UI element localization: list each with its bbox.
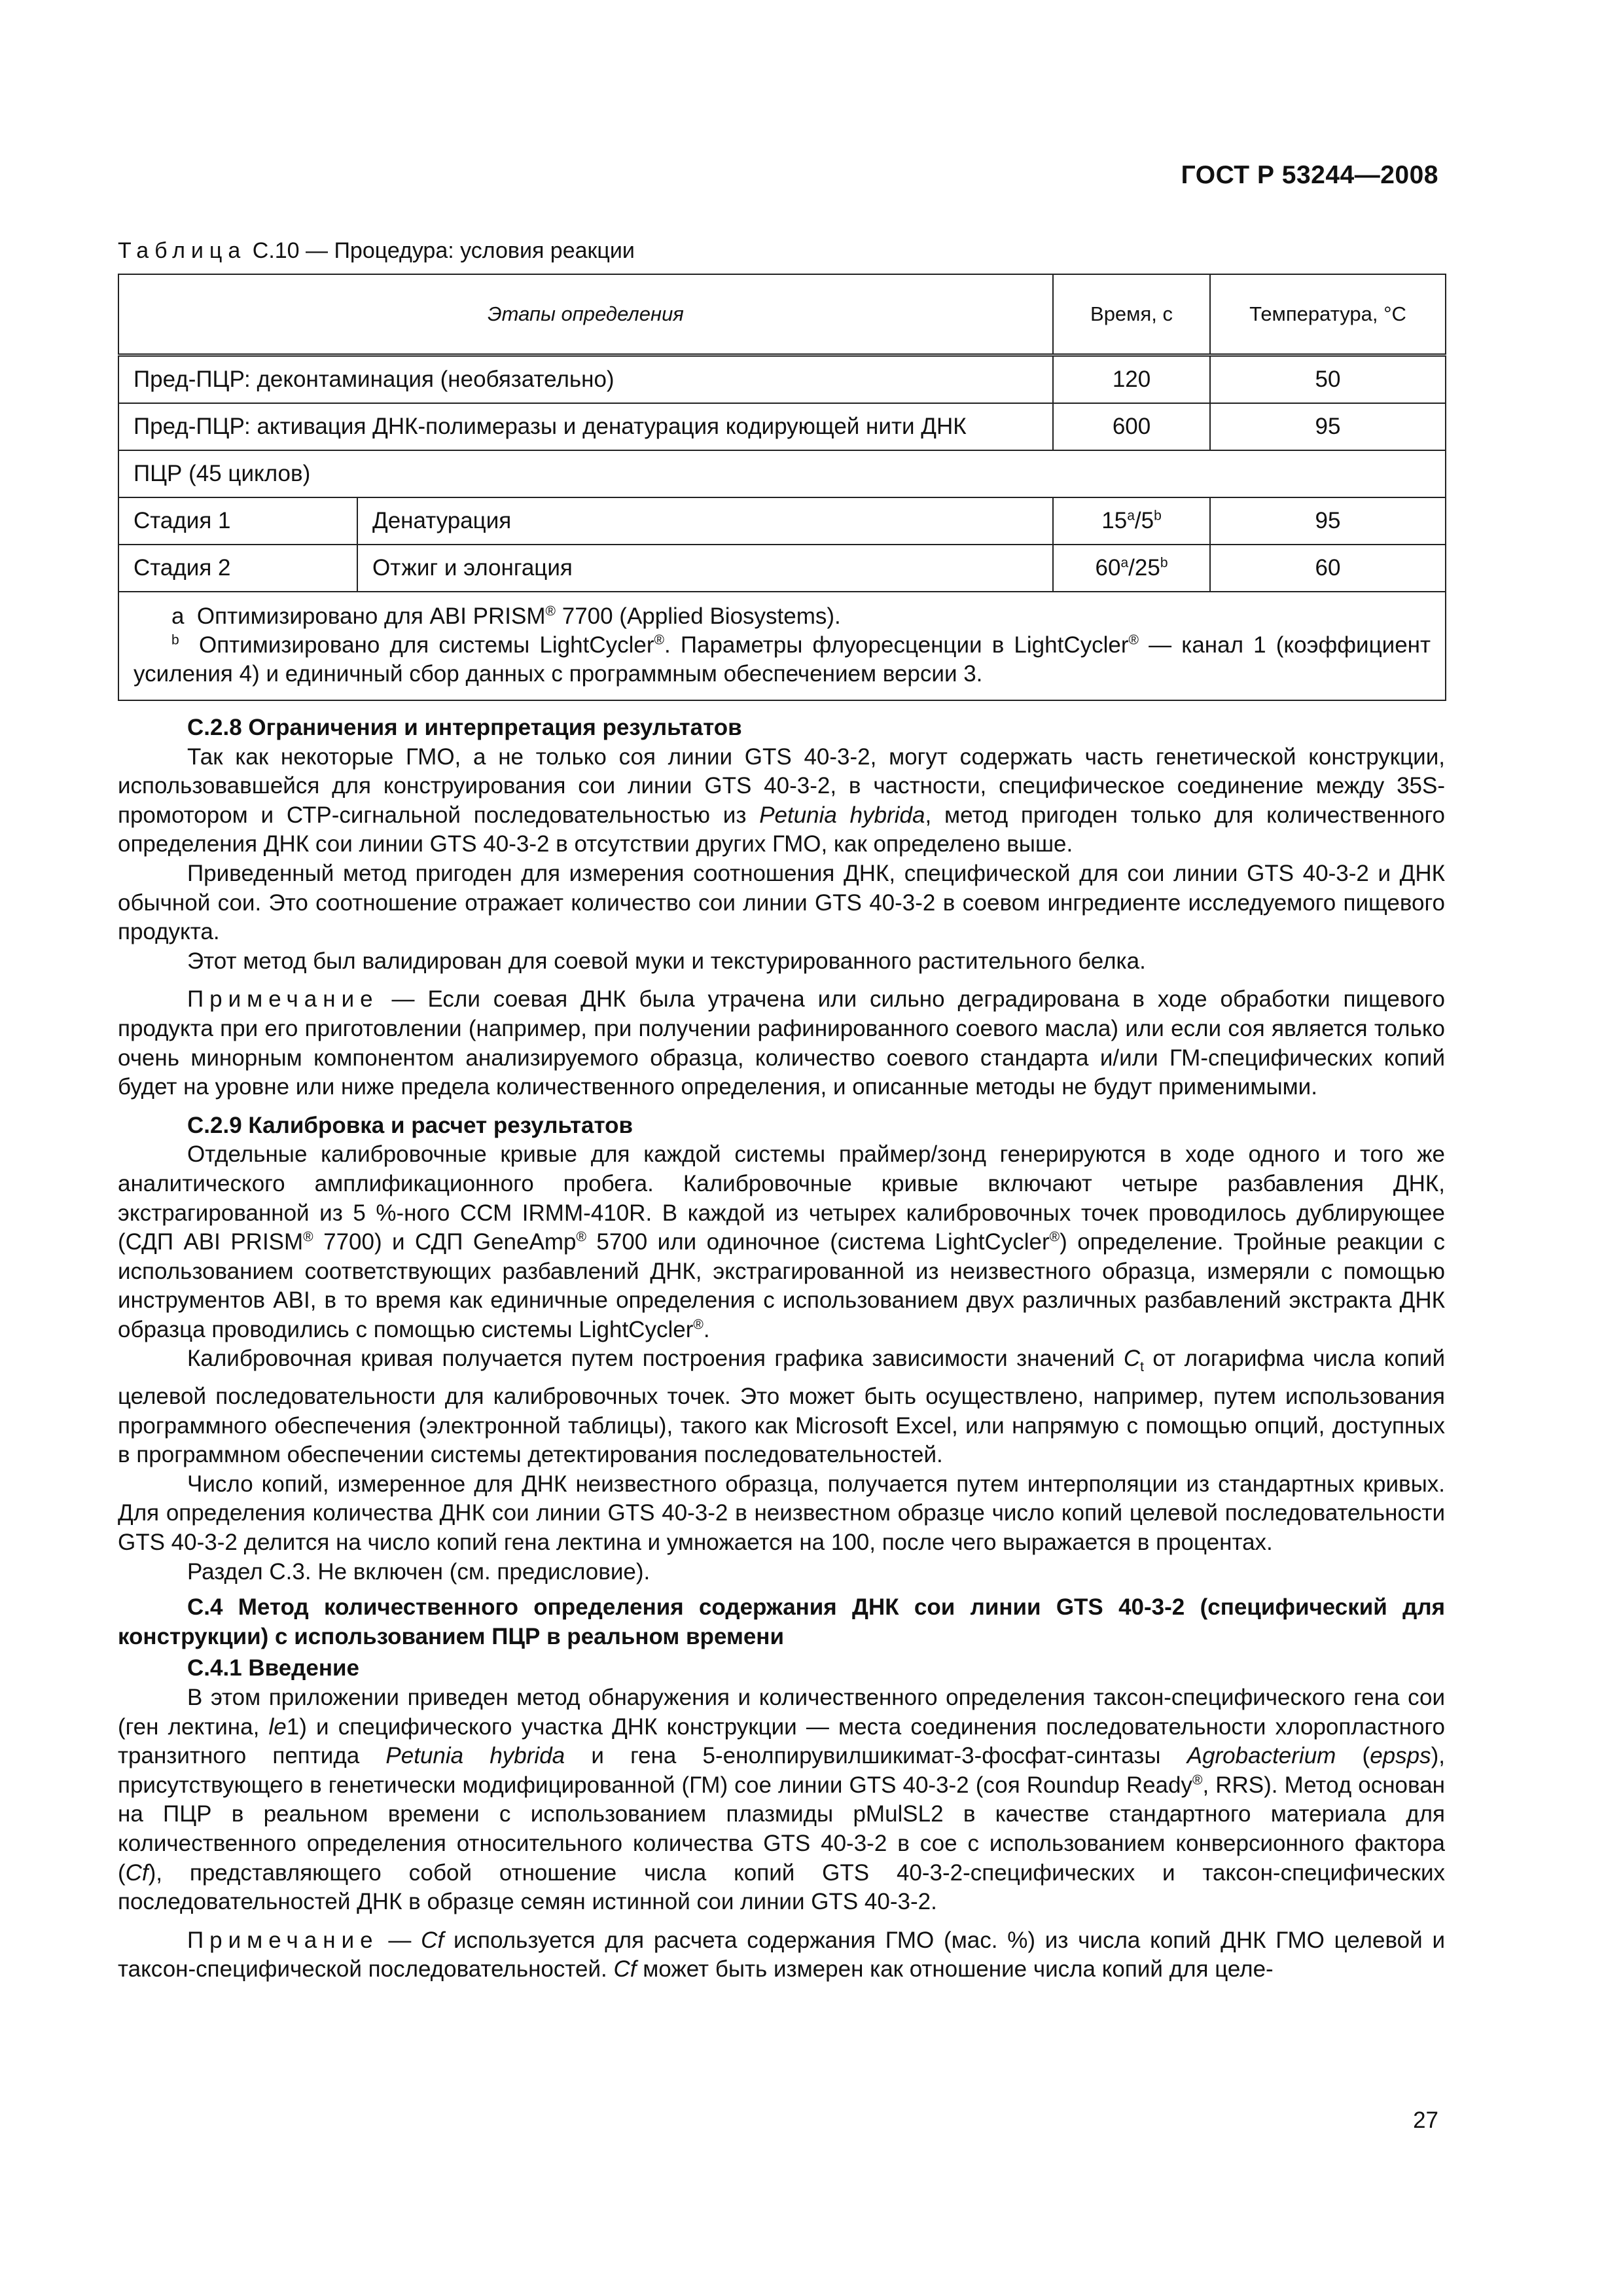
footnote-mark-a: a	[1127, 508, 1135, 524]
footnote-mark-a: a	[1120, 555, 1129, 571]
footnote-mark-b: b	[1154, 508, 1162, 524]
table-cell-pcr-label: ПЦР (45 циклов)	[118, 450, 1446, 497]
text-run: (	[1336, 1743, 1370, 1769]
column-header-temperature: Температура, °С	[1210, 274, 1446, 355]
registered-mark: ®	[693, 1317, 704, 1333]
table-cell-time: 15$^a$/5$^b$	[1053, 497, 1210, 545]
note-paragraph	[118, 1926, 1445, 1984]
text-run: , RRS). Метод основан на ПЦР в реальном времени с использованием плазмиды pMulSL2 в качестве стандартного материала для количественного определения относительного количества GTS 40-3-2 в сое с использованием конверсионного фактора (	[118, 1772, 1445, 1886]
paragraph	[118, 743, 1445, 859]
text-run: от логарифма числа копий целевой последовательности для калибровочных точек. Это может быть осуществлено, например, путем использования программного обеспечения (электронной таблицы), такого как Microsoft Excel, или напрямую с помощью опций, доступных в программном обеспечении системы детектирования последовательностей.	[118, 1346, 1445, 1468]
section-title-c29: С.2.9 Калибровка и расчет результатов	[187, 1112, 633, 1138]
table-cell-step: Отжиг и элонгация	[357, 545, 1053, 592]
table-header-row	[118, 274, 1446, 355]
text-run: Отдельные калибровочные кривые для каждой системы праймер/зонд генерируются в ходе одного и того же аналитического амплификационного пробега. Калибровочные кривые включают четыре разбавления ДНК, экстрагированной из 5 %-ного ССМ IRMM-410R. В каждой из четырех калибровочных точек проводилось дублирующее (СДП ABI PRISM	[118, 1141, 1445, 1255]
column-header-time: Время, с	[1053, 274, 1210, 355]
text-run: может быть измерен как отношение числа копий для целе-	[636, 1956, 1274, 1982]
footnote-b	[134, 631, 1431, 689]
table-row-stage-2	[118, 545, 1446, 592]
text-run: .	[703, 1316, 710, 1342]
text-run: В этом приложении приведен метод обнаружения и количественного определения таксон-специфического гена сои (ген лектина,	[118, 1685, 1445, 1740]
registered-mark: ®	[1128, 632, 1139, 648]
table-cell-stage-name: Стадия 2	[118, 545, 357, 592]
text-run: 7700) и СДП GeneAmp	[313, 1229, 577, 1255]
text-run: и гена 5-енолпирувилшикимат-3-фосфат-синтазы	[565, 1743, 1187, 1769]
footnote-a	[134, 602, 1431, 631]
table-row-stage-1	[118, 497, 1446, 545]
time-value-b: 5	[1141, 508, 1154, 533]
footnote-a-text: Оптимизировано для ABI PRISM	[196, 603, 546, 629]
paragraph: Раздел С.3. Не включен (см. предисловие).	[187, 1558, 651, 1585]
footnote-b-text-end: — канал 1 (коэффициент усиления 4) и единичный сбор данных с программным обеспечением версии 3.	[134, 632, 1431, 687]
text-run: , метод пригоден только для количественного определения ДНК сои линии GTS 40-3-2 в отсутствии других ГМО, как определено выше.	[118, 802, 1445, 857]
cf-symbol: Cf	[125, 1859, 149, 1886]
species-name: Petunia hybrida	[385, 1743, 565, 1769]
cf-symbol: Cf	[613, 1956, 637, 1982]
table-cell-time: 120	[1053, 355, 1210, 404]
registered-mark: ®	[545, 603, 556, 619]
text-run: используется для расчета содержания ГМО (мас. %) из числа копий ДНК ГМО целевой и таксон-специфической последовательностей.	[118, 1927, 1445, 1982]
table-caption-word: Таблица	[118, 238, 247, 263]
table-cell-time: 60$^a$/25$^b$	[1053, 545, 1210, 592]
footnote-b-text: Оптимизировано для системы LightCycler	[198, 632, 654, 658]
document-header: ГОСТ Р 53244—2008	[1181, 161, 1438, 189]
page-number: 27	[1413, 2108, 1438, 2133]
footnote-a-mark: a	[171, 603, 185, 629]
time-value-a: 15	[1101, 508, 1128, 533]
footnote-b-mark: b	[171, 632, 179, 648]
table-cell-temp: 95	[1210, 497, 1446, 545]
text-run: ), представляющего собой отношение числа копий GTS 40-3-2-специфических и таксон-специфических последовательностей ДНК в образце семян истинной сои линии GTS 40-3-2.	[118, 1859, 1445, 1915]
species-name: Petunia hybrida	[759, 802, 925, 828]
time-value-b: 25	[1134, 555, 1160, 581]
table-cell-stage-name: Стадия 1	[118, 497, 357, 545]
registered-mark: ®	[654, 632, 664, 648]
footnote-b-text-mid: . Параметры флуоресценции в LightCycler	[664, 632, 1129, 658]
registered-mark: ®	[1192, 1772, 1203, 1788]
footnote-mark-b: b	[1160, 555, 1168, 571]
table-cell-stage: Пред-ПЦР: активация ДНК-полимеразы и денатурация кодирующей нити ДНК	[118, 403, 1053, 450]
text-run: 1) и специфического участка ДНК конструкции — места соединения последовательности хлоропластного транзитного пептида	[118, 1713, 1446, 1769]
table-cell-temp: 60	[1210, 545, 1446, 592]
gene-name: le	[268, 1713, 287, 1740]
table-row-pcr	[118, 450, 1446, 497]
ct-subscript: t	[1140, 1359, 1144, 1375]
table-footnotes-row	[118, 592, 1446, 700]
section-title-c41: С.4.1 Введение	[187, 1655, 359, 1681]
section-title-c28: С.2.8 Ограничения и интерпретация результатов	[187, 715, 742, 740]
cf-symbol: Cf	[421, 1927, 444, 1953]
paragraph	[118, 1344, 1445, 1469]
registered-mark: ®	[576, 1229, 586, 1245]
gene-name: epsps	[1370, 1743, 1431, 1769]
ct-symbol: C	[1123, 1346, 1141, 1372]
table-cell-step: Денатурация	[357, 497, 1053, 545]
section-title-c4: С.4 Метод количественного определения содержания ДНК сои линии GTS 40-3-2 (специфический для конструкции) с использованием ПЦР в реальном времени	[118, 1594, 1445, 1649]
table-cell-temp: 50	[1210, 355, 1446, 404]
text-run: ), присутствующего в генетически модифицированной (ГМ) сое линии GTS 40-3-2 (соя Roundup Ready	[118, 1743, 1445, 1798]
note-label: Примечание	[187, 1927, 379, 1953]
table-row	[118, 403, 1446, 450]
table-cell-time: 600	[1053, 403, 1210, 450]
table-cell-temp: 95	[1210, 403, 1446, 450]
paragraph	[118, 1683, 1445, 1917]
text-run: 5700 или одиночное (система LightCycler	[586, 1229, 1050, 1255]
species-name: Agrobacterium	[1186, 1743, 1336, 1769]
footnote-a-text-end: 7700 (Applied Biosystems).	[556, 603, 841, 629]
note-paragraph	[118, 985, 1445, 1102]
document-body	[118, 707, 1445, 1984]
table-caption-text: С.10 — Процедура: условия реакции	[246, 238, 635, 263]
text-run: Калибровочная кривая получается путем построения графика зависимости значений	[187, 1346, 1124, 1372]
procedure-table	[118, 274, 1446, 701]
table-footnotes	[118, 592, 1446, 700]
paragraph: Этот метод был валидирован для соевой муки и текстурированного растительного белка.	[187, 948, 1146, 974]
table-caption	[118, 238, 635, 264]
text-run: Так как некоторые ГМО, а не только соя линии GTS 40-3-2, могут содержать часть генетической конструкции, использовавшейся для конструирования сои линии GTS 40-3-2, в частности, специфическое соединение между 35S-промотором и СТР-сигнальной последовательностью из	[118, 744, 1445, 828]
column-header-stages: Этапы определения	[118, 274, 1053, 355]
table-row	[118, 355, 1446, 404]
text-run: —	[378, 1927, 421, 1953]
note-text: — Если соевая ДНК была утрачена или сильно деградирована в ходе обработки пищевого продукта при его приготовлении (например, при получении рафинированного соевого масла) или если соя является только очень минорным компонентом анализируемого образца, количество соевого стандарта и/или ГМ-специфических копий будет на уровне или ниже предела количественного определения, и описанные методы не будут применимыми.	[118, 986, 1445, 1100]
note-label: Примечание	[187, 986, 379, 1013]
paragraph: Приведенный метод пригоден для измерения соотношения ДНК, специфической для сои линии GTS 40-3-2 и ДНК обычной сои. Это соотношение отражает количество сои линии GTS 40-3-2 в соевом ингредиенте исследуемого пищевого продукта.	[118, 860, 1445, 945]
text-run: ) определение. Тройные реакции с использованием соответствующих разбавлений ДНК, экстрагированной из неизвестного образца, измеряли с помощью инструментов ABI, в то время как единичные определения с использованием двух различных разбавлений экстракта ДНК образца проводились с помощью системы LightCycler	[118, 1229, 1446, 1342]
paragraph: Число копий, измеренное для ДНК неизвестного образца, получается путем интерполяции из стандартных кривых. Для определения количества ДНК сои линии GTS 40-3-2 в неизвестном образце число копий целевой последовательности GTS 40-3-2 делится на число копий гена лектина и умножается на 100, после чего выражается в процентах.	[118, 1471, 1445, 1556]
time-value-a: 60	[1095, 555, 1121, 581]
registered-mark: ®	[1049, 1229, 1060, 1245]
paragraph	[118, 1140, 1445, 1344]
registered-mark: ®	[303, 1229, 313, 1245]
table-cell-stage: Пред-ПЦР: деконтаминация (необязательно)	[118, 355, 1053, 404]
